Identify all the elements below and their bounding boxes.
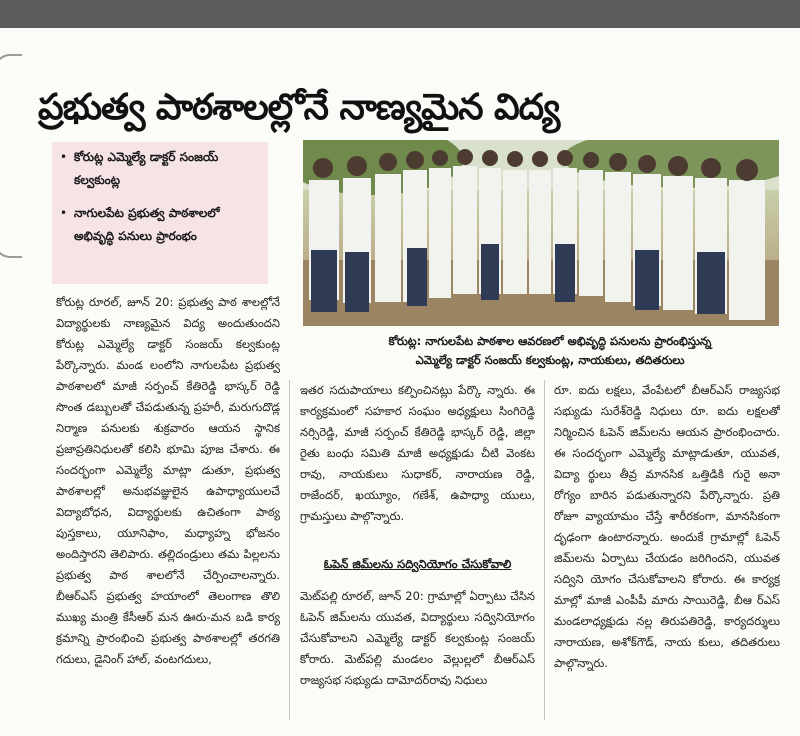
photo-caption-line-1: కోరుట్ల: నాగులపేట పాఠశాల ఆవరణలో అభివృద్ధి పనులను ప్రారంభిస్తున్న (388, 334, 712, 348)
photo-scene (303, 140, 779, 326)
page-border-curve (0, 54, 22, 258)
paragraph: రూ. ఐదు లక్షలు, వేంపేటలో బీఆర్ఎస్ రాజ్యసభ సభ్యుడు సురేశ్‌రెడ్డి నిధులు రూ. ఐదు లక్షలతో నిర్మించిన ఓపెన్ జిమ్‌లను ఆయన ప్రారంభించారు. ఈ సందర్భంగా ఎమ్మెల్యే మాట్లాడుతూ, యువత, విద్యా ర్థులు తీవ్ర మానసిక ఒత్తిడికి గురై అనా రోగ్యం బారిన పడుతున్నారని పేర్కొన్నారు. ప్రతి రోజూ వ్యాయామం చేస్తే శారీరకంగా, మానసికంగా దృఢంగా ఉంటారన్నారు. అందుకే గ్రామాల్లో ఓపెన్ జిమ్‌లను ఏర్పాటు చేయడం జరిగిందని, యువత సద్విని యోగం చేసుకోవాలని కోరారు. ఈ కార్యక్ర మాల్లో మాజీ ఎంపీపీ మారు సాయిరెడ్డి, బీఆ ర్ఎస్ మండలాధ్యక్షుడు నల్ల తిరుపతిరెడ్డి, కార్యదర్శులు నారాయణ, అశోక్‌గౌడ్, నాయ కులు, తదితరులు పాల్గొన్నారు. (554, 383, 780, 670)
top-bar (0, 0, 800, 28)
paragraph: మెట్‌పల్లి రూరల్, జూన్ 20: గ్రామాల్లో ఏర్పాటు చేసిన ఓపెన్ జిమ్‌లను యువత, విద్యార్థులు సద్వినియోగం చేసుకోవాలని ఎమ్మెల్యే డాక్టర్ కల్వకుంట్ల సంజయ్ కోరారు. మెట్‌పల్లి మండలం వెల్లుల్లలో బీఆర్ఎస్ రాజ్యసభ సభ్యుడు దామోదర్‌రావు నిధులు (300, 589, 535, 687)
highlights-box (52, 142, 268, 284)
article-column-2-top (300, 380, 535, 548)
bullet-icon: • (60, 206, 68, 220)
photo-caption-line-2: ఎమ్మెల్యే డాక్టర్ సంజయ్ కల్వకుంట్ల, నాయకులు, తదితరులు (415, 353, 685, 367)
highlight-1: కోరుట్ల ఎమ్మెల్యే డాక్టర్ సంజయ్ కల్వకుంట్ల (74, 150, 219, 187)
news-photo (303, 140, 779, 326)
subheading: ఓపెన్ జిమ్‌లను సద్వినియోగం చేసుకోవాలి (323, 557, 512, 571)
article-column-3 (554, 380, 780, 722)
highlight-2: నాగులపేట ప్రభుత్వ పాఠశాలలో అభివృద్ధి పనులు ప్రారంభం (74, 206, 220, 243)
headline: ప్రభుత్వ పాఠశాలల్లోనే నాణ్యమైన విద్య (38, 87, 560, 128)
paragraph: ఇతర సదుపాయాలు కల్పించినట్లు పేర్కొ న్నారు. ఈ కార్యక్రమంలో సహకార సంఘం అధ్యక్షులు సింగిరెడ్డి నర్సిరెడ్డి, మాజీ సర్పంచ్ కేతిరెడ్డి భాస్కర్ రెడ్డి, జిల్లా రైతు బంధు సమితి మాజీ అధ్యక్షుడు చీటి వెంకట రావు, నాయకులు సుధాకర్, నారాయణ రెడ్డి, రాజేందర్, ఖయ్యూం, గణేశ్, ఉపాధ్యా యులు, గ్రామస్తులు పాల్గొన్నారు. (300, 383, 535, 523)
column-divider (544, 380, 545, 720)
bullet-icon: • (60, 150, 68, 164)
column-divider (289, 380, 290, 720)
paragraph: కోరుట్ల రూరల్, జూన్ 20: ప్రభుత్వ పాఠ శాలల్లోనే విద్యార్థులకు నాణ్యమైన విద్య అందుతుందని కోరుట్ల ఎమ్మెల్యే డాక్టర్ సంజయ్ కల్వకుంట్ల పేర్కొన్నారు. మండ లంలోని నాగులపేట ప్రభుత్వ పాఠశాలలో మాజీ సర్పంచ్ కేతిరెడ్డి భాస్కర్ రెడ్డి సొంత డబ్బులతో చేపడుతున్న ప్రహరీ, మరుగుదొడ్ల నిర్మాణ పనులకు శుక్రవారం ఆయన స్థానిక ప్రజాప్రతినిధులతో కలిసి భూమి పూజ చేశారు. ఈ సందర్భంగా ఎమ్మెల్యే మాట్లా డుతూ, ప్రభుత్వ పాఠశాలల్లో అనుభవజ్ఞులైన ఉపాధ్యాయులచే విద్యాబోధన, విద్యార్థులకు ఉచితంగా పాఠ్య పుస్తకాలు, యూనిఫాం, మధ్యాహ్న భోజనం అందిస్తారని తెలిపారు. తల్లిదండ్రులు తమ పిల్లలను ప్రభుత్వ పాఠ శాలలోనే చేర్పించాలన్నారు. బీఆర్ఎస్ ప్రభుత్వ హయాంలో తెలంగాణ తొలి ముఖ్య మంత్రి కేసీఆర్ మన ఊరు-మన బడి కార్య క్రమాన్ని ప్రారంభించి ప్రభుత్వ పాఠశాలల్లో తరగతి గదులు, డైనింగ్ హాల్, వంటగదులు, (56, 295, 280, 666)
article-column-2-bottom (300, 586, 535, 722)
article-column-1 (56, 292, 280, 728)
